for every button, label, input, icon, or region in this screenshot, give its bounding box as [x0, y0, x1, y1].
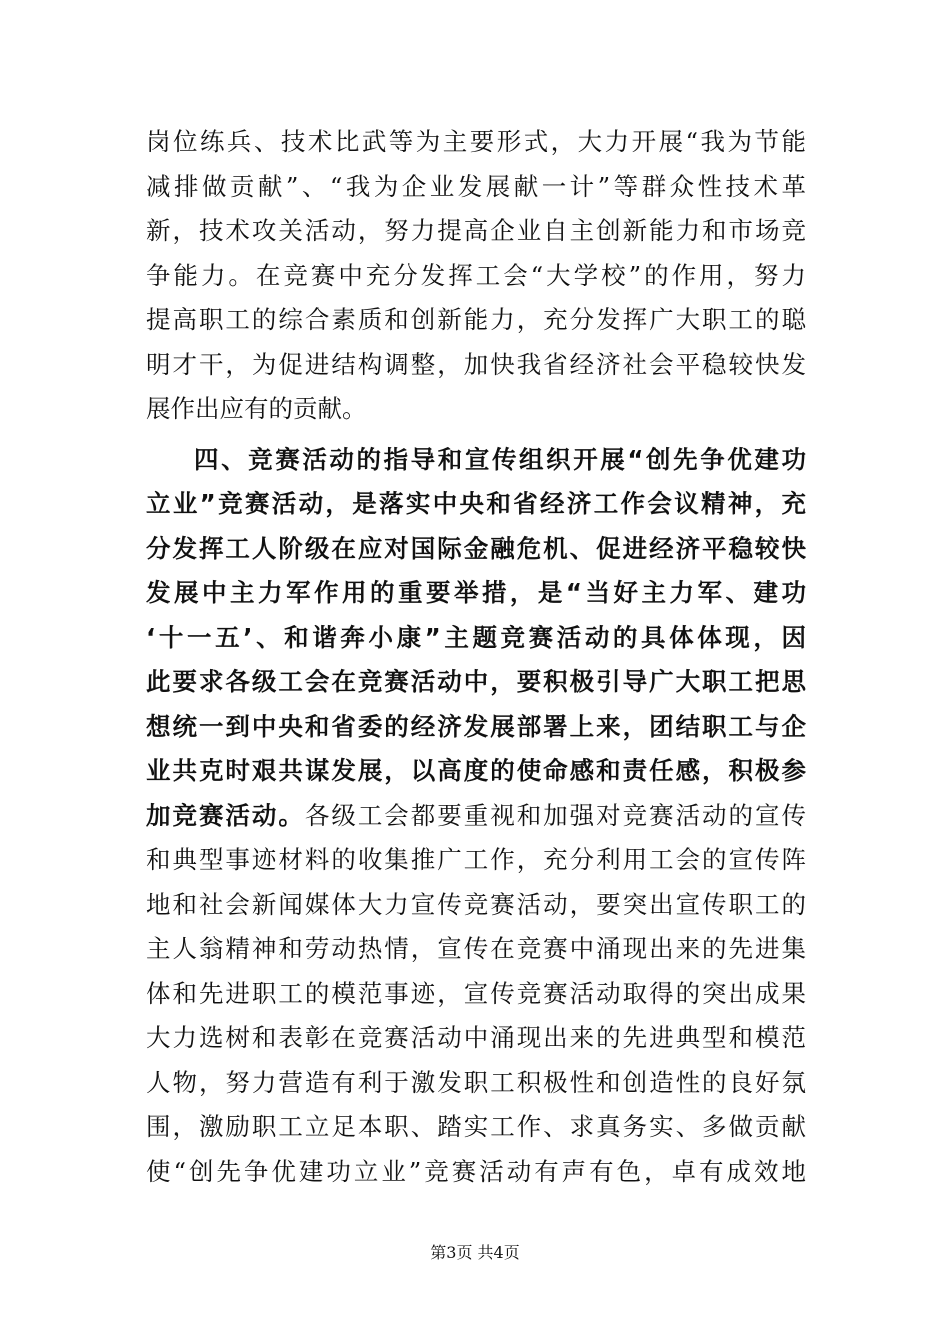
bold-text-line: 此要求各级工会在竞赛活动中，要积极引导广大职工把思 [146, 667, 806, 696]
bold-text-line: 想统一到中央和省委的经济发展部署上来，团结职工与企 [146, 711, 806, 741]
text-line: 地和社会新闻媒体大力宣传竞赛活动，要突出宣传职工的 [146, 889, 806, 919]
paragraph-1 [146, 120, 806, 432]
text-line: 争能力。在竞赛中充分发挥工会“大学校”的作用，努力 [146, 260, 806, 290]
bold-text-line: 发展中主力军作用的重要举措，是“当好主力军、建功 [146, 578, 806, 607]
text-line: 主人翁精神和劳动热情，宣传在竞赛中涌现出来的先进集 [146, 934, 806, 963]
bold-segment: 加竞赛活动。 [146, 800, 305, 830]
section-heading-line: 四、竞赛活动的指导和宣传组织开展“创先争优建功 [194, 444, 806, 474]
text-line: 减排做贡献”、“我为企业发展献一计”等群众性技术革 [146, 171, 806, 201]
text-line: 和典型事迹材料的收集推广工作，充分利用工会的宣传阵 [146, 845, 806, 874]
text-line: 岗位练兵、技术比武等为主要形式，大力开展“我为节能 [146, 127, 806, 156]
bold-text-line: 分发挥工人阶级在应对国际金融危机、促进经济平稳较快 [146, 533, 806, 563]
text-line: 围，激励职工立足本职、踏实工作、求真务实、多做贡献 [146, 1112, 806, 1141]
bold-text-line: 业共克时艰共谋发展，以高度的使命感和责任感，积极参 [146, 756, 806, 785]
paragraph-2 [146, 438, 806, 1195]
normal-segment: 各级工会都要重视和加强对竞赛活动的宣传 [304, 800, 806, 830]
text-line: 大力选树和表彰在竞赛活动中涌现出来的先进典型和模范 [146, 1023, 806, 1052]
text-line: 体和先进职工的模范事迹，宣传竞赛活动取得的突出成果 [146, 978, 806, 1008]
mixed-text-line [146, 794, 806, 839]
bold-text-line: 立业”竞赛活动，是落实中央和省经济工作会议精神，充 [146, 489, 806, 518]
text-line: 使“创先争优建功立业”竞赛活动有声有色，卓有成效地 [146, 1156, 806, 1186]
bold-text-line: ‘十一五’、和谐奔小康”主题竞赛活动的具体体现，因 [146, 622, 806, 652]
text-line: 提高职工的综合素质和创新能力，充分发挥广大职工的聪 [146, 305, 806, 334]
document-body [146, 120, 806, 1194]
text-line: 人物，努力营造有利于激发职工积极性和创造性的良好氛 [146, 1067, 806, 1097]
text-line: 新，技术攻关活动，努力提高企业自主创新能力和市场竞 [146, 216, 806, 245]
text-line: 明才干，为促进结构调整，加快我省经济社会平稳较快发 [146, 349, 806, 379]
text-line: 展作出应有的贡献。 [146, 394, 367, 423]
page-footer: 第3页 共4页 [430, 1243, 520, 1262]
